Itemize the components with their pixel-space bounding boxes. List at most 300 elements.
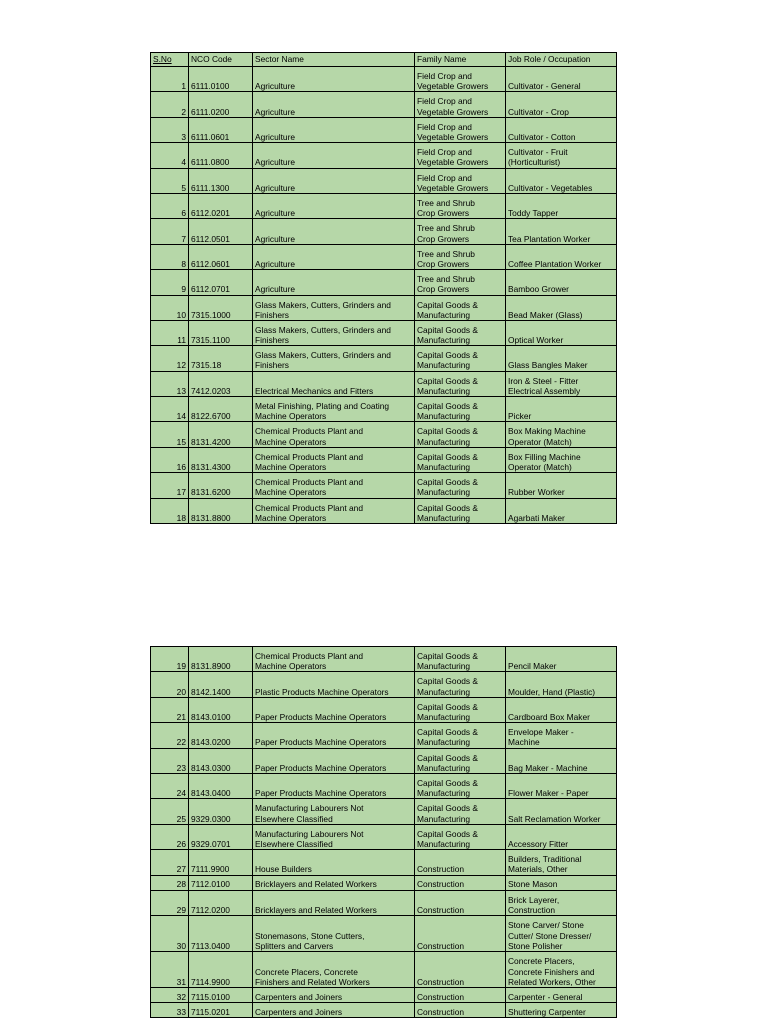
cell-line: Elsewhere Classified bbox=[255, 838, 333, 849]
cell-line: Electrical Mechanics and Fitters bbox=[255, 385, 374, 396]
cell-line: Agriculture bbox=[255, 208, 296, 219]
header-job-role: Job Role / Occupation bbox=[506, 53, 617, 67]
cell-line: Flower Maker - Paper bbox=[508, 788, 589, 799]
sno-cell: 15 bbox=[151, 422, 189, 447]
job-role-cell bbox=[506, 397, 617, 422]
cell-line: Stonemasons, Stone Cutters, bbox=[255, 930, 365, 941]
cell-line: Capital Goods & bbox=[417, 828, 478, 839]
nco-code-cell: 7412.0203 bbox=[189, 371, 253, 396]
job-role-cell bbox=[506, 647, 617, 672]
sector-name-cell bbox=[253, 295, 415, 320]
family-name-cell bbox=[415, 244, 506, 269]
nco-code-cell: 6112.0701 bbox=[189, 270, 253, 295]
sno-cell: 21 bbox=[151, 697, 189, 722]
cell-line: (Horticulturist) bbox=[508, 157, 561, 168]
cell-line: Salt Reclamation Worker bbox=[508, 813, 601, 824]
sector-name-cell bbox=[253, 168, 415, 193]
cell-line: Tree and Shrub bbox=[417, 223, 475, 234]
sector-name-cell bbox=[253, 143, 415, 168]
cell-line: Construction bbox=[417, 976, 465, 987]
sector-name-cell bbox=[253, 92, 415, 117]
family-name-cell bbox=[415, 219, 506, 244]
table-row bbox=[151, 193, 617, 218]
sector-name-cell bbox=[253, 193, 415, 218]
cell-line: Manufacturing bbox=[417, 335, 471, 346]
sno-cell: 14 bbox=[151, 397, 189, 422]
cell-line: Finishers and Related Workers bbox=[255, 976, 370, 987]
table-row bbox=[151, 875, 617, 890]
cell-line: Manufacturing bbox=[417, 813, 471, 824]
family-name-cell bbox=[415, 193, 506, 218]
job-role-cell bbox=[506, 987, 617, 1002]
nco-code-cell: 6112.0501 bbox=[189, 219, 253, 244]
nco-code-cell: 8143.0200 bbox=[189, 723, 253, 748]
cell-line: Machine Operators bbox=[255, 512, 327, 523]
cell-line: Manufacturing bbox=[417, 737, 471, 748]
cell-line: Manufacturing bbox=[417, 462, 471, 473]
cell-line: Vegetable Growers bbox=[417, 157, 489, 168]
cell-line: Capital Goods & bbox=[417, 803, 478, 814]
table-row bbox=[151, 67, 617, 92]
cell-line: Vegetable Growers bbox=[417, 131, 489, 142]
sno-cell: 3 bbox=[151, 117, 189, 142]
cell-line: Construction bbox=[508, 904, 556, 915]
cell-line: Cutter/ Stone Dresser/ bbox=[508, 930, 592, 941]
cell-line: Picker bbox=[508, 411, 532, 422]
cell-line: Builders, Traditional bbox=[508, 854, 582, 865]
job-role-cell bbox=[506, 915, 617, 951]
family-name-cell bbox=[415, 824, 506, 849]
job-role-cell bbox=[506, 92, 617, 117]
cell-line: Carpenters and Joiners bbox=[255, 1006, 343, 1017]
cell-line: Vegetable Growers bbox=[417, 81, 489, 92]
cell-line: Coffee Plantation Worker bbox=[508, 258, 602, 269]
cell-line: Manufacturing bbox=[417, 711, 471, 722]
nco-code-cell: 6112.0601 bbox=[189, 244, 253, 269]
job-role-cell bbox=[506, 371, 617, 396]
nco-code-cell: 8143.0300 bbox=[189, 748, 253, 773]
sno-cell: 26 bbox=[151, 824, 189, 849]
job-role-cell bbox=[506, 168, 617, 193]
cell-line: Manufacturing Labourers Not bbox=[255, 828, 364, 839]
cell-line: Chemical Products Plant and bbox=[255, 477, 363, 488]
cell-line: Capital Goods & bbox=[417, 777, 478, 788]
cell-line: Tree and Shrub bbox=[417, 274, 475, 285]
cell-line: Glass Makers, Cutters, Grinders and bbox=[255, 299, 391, 310]
cell-line: Stone Carver/ Stone bbox=[508, 920, 584, 931]
cell-line: Iron & Steel - Fitter bbox=[508, 375, 579, 386]
cell-line: Crop Growers bbox=[417, 208, 470, 219]
sector-name-cell bbox=[253, 473, 415, 498]
table-row bbox=[151, 672, 617, 697]
nco-code-cell: 9329.0701 bbox=[189, 824, 253, 849]
family-name-cell bbox=[415, 270, 506, 295]
cell-line: Box Making Machine bbox=[508, 426, 586, 437]
job-role-cell bbox=[506, 890, 617, 915]
job-role-cell bbox=[506, 320, 617, 345]
sno-cell: 30 bbox=[151, 915, 189, 951]
cell-line: Machine Operators bbox=[255, 436, 327, 447]
cell-line: Capital Goods & bbox=[417, 477, 478, 488]
nco-code-cell: 7114.9900 bbox=[189, 951, 253, 987]
header-nco-code: NCO Code bbox=[189, 53, 253, 67]
cell-line: Crop Growers bbox=[417, 258, 470, 269]
sno-cell: 27 bbox=[151, 850, 189, 875]
job-role-cell bbox=[506, 773, 617, 798]
cell-line: Agriculture bbox=[255, 106, 296, 117]
table-row bbox=[151, 647, 617, 672]
nco-code-cell: 6111.0100 bbox=[189, 67, 253, 92]
family-name-cell bbox=[415, 473, 506, 498]
table-row bbox=[151, 244, 617, 269]
sno-cell: 25 bbox=[151, 799, 189, 824]
family-name-cell bbox=[415, 143, 506, 168]
cell-line: Vegetable Growers bbox=[417, 182, 489, 193]
nco-code-cell: 9329.0300 bbox=[189, 799, 253, 824]
sno-cell: 4 bbox=[151, 143, 189, 168]
sector-name-cell bbox=[253, 672, 415, 697]
family-name-cell bbox=[415, 850, 506, 875]
sector-name-cell bbox=[253, 915, 415, 951]
table-row bbox=[151, 697, 617, 722]
table-row bbox=[151, 320, 617, 345]
sector-name-cell bbox=[253, 723, 415, 748]
sno-cell: 33 bbox=[151, 1002, 189, 1017]
cell-line: Capital Goods & bbox=[417, 299, 478, 310]
nco-code-cell: 6111.0200 bbox=[189, 92, 253, 117]
cell-line: Chemical Products Plant and bbox=[255, 502, 363, 513]
table-row bbox=[151, 773, 617, 798]
table-row bbox=[151, 748, 617, 773]
cell-line: Manufacturing bbox=[417, 686, 471, 697]
cell-line: Manufacturing bbox=[417, 512, 471, 523]
cell-line: Cultivator - Crop bbox=[508, 106, 569, 117]
sector-name-cell bbox=[253, 270, 415, 295]
sector-name-cell bbox=[253, 346, 415, 371]
cell-line: Agriculture bbox=[255, 182, 296, 193]
cell-line: Manufacturing Labourers Not bbox=[255, 803, 364, 814]
cell-line: Manufacturing bbox=[417, 838, 471, 849]
sno-cell: 23 bbox=[151, 748, 189, 773]
job-role-cell bbox=[506, 875, 617, 890]
family-name-cell bbox=[415, 915, 506, 951]
sector-name-cell bbox=[253, 799, 415, 824]
sno-cell: 17 bbox=[151, 473, 189, 498]
table-row bbox=[151, 92, 617, 117]
cell-line: Machine Operators bbox=[255, 661, 327, 672]
table-row bbox=[151, 143, 617, 168]
cell-line: Moulder, Hand (Plastic) bbox=[508, 686, 596, 697]
nco-code-cell: 8131.4300 bbox=[189, 447, 253, 472]
cell-line: Stone Polisher bbox=[508, 940, 563, 951]
table-row bbox=[151, 799, 617, 824]
job-role-cell bbox=[506, 824, 617, 849]
sno-cell: 18 bbox=[151, 498, 189, 523]
cell-line: Agriculture bbox=[255, 81, 296, 92]
job-role-cell bbox=[506, 1002, 617, 1017]
header-sno: S.No bbox=[151, 53, 189, 67]
sno-cell: 19 bbox=[151, 647, 189, 672]
cell-line: Concrete Placers, Concrete bbox=[255, 966, 358, 977]
cell-line: Capital Goods & bbox=[417, 650, 478, 661]
nco-code-cell: 7315.18 bbox=[189, 346, 253, 371]
sno-cell: 7 bbox=[151, 219, 189, 244]
nco-code-cell: 7315.1000 bbox=[189, 295, 253, 320]
table-row bbox=[151, 473, 617, 498]
sector-name-cell bbox=[253, 397, 415, 422]
job-role-cell bbox=[506, 473, 617, 498]
cell-line: Cardboard Box Maker bbox=[508, 711, 590, 722]
table-row bbox=[151, 397, 617, 422]
cell-line: Capital Goods & bbox=[417, 752, 478, 763]
cell-line: Construction bbox=[417, 991, 465, 1002]
cell-line: Tea Plantation Worker bbox=[508, 233, 591, 244]
family-name-cell bbox=[415, 647, 506, 672]
cell-line: Manufacturing bbox=[417, 788, 471, 799]
table-row bbox=[151, 915, 617, 951]
cell-line: Glass Makers, Cutters, Grinders and bbox=[255, 350, 391, 361]
cell-line: Concrete Finishers and bbox=[508, 966, 595, 977]
nco-code-cell: 7115.0201 bbox=[189, 1002, 253, 1017]
cell-line: Chemical Products Plant and bbox=[255, 426, 363, 437]
nco-code-cell: 6111.0800 bbox=[189, 143, 253, 168]
cell-line: Capital Goods & bbox=[417, 502, 478, 513]
cell-line: Manufacturing bbox=[417, 309, 471, 320]
cell-line: Electrical Assembly bbox=[508, 385, 581, 396]
nco-code-cell: 7111.9900 bbox=[189, 850, 253, 875]
cell-line: Machine bbox=[508, 737, 540, 748]
job-role-cell bbox=[506, 672, 617, 697]
family-name-cell bbox=[415, 320, 506, 345]
cell-line: Glass Bangles Maker bbox=[508, 360, 588, 371]
family-name-cell bbox=[415, 1002, 506, 1017]
cell-line: Agriculture bbox=[255, 258, 296, 269]
sno-cell: 20 bbox=[151, 672, 189, 697]
sector-name-cell bbox=[253, 422, 415, 447]
cell-line: Paper Products Machine Operators bbox=[255, 762, 387, 773]
cell-line: Construction bbox=[417, 879, 465, 890]
family-name-cell bbox=[415, 92, 506, 117]
cell-line: Capital Goods & bbox=[417, 727, 478, 738]
job-role-cell bbox=[506, 422, 617, 447]
cell-line: Tree and Shrub bbox=[417, 197, 475, 208]
cell-line: Brick Layerer, bbox=[508, 894, 560, 905]
cell-line: Field Crop and bbox=[417, 70, 472, 81]
cell-line: Agriculture bbox=[255, 157, 296, 168]
cell-line: House Builders bbox=[255, 864, 312, 875]
nco-code-cell: 7112.0100 bbox=[189, 875, 253, 890]
table-row bbox=[151, 951, 617, 987]
table-row bbox=[151, 422, 617, 447]
table-row bbox=[151, 723, 617, 748]
sno-cell: 8 bbox=[151, 244, 189, 269]
cell-line: Agriculture bbox=[255, 233, 296, 244]
cell-line: Construction bbox=[417, 904, 465, 915]
header-row bbox=[151, 53, 617, 67]
job-role-cell bbox=[506, 723, 617, 748]
cell-line: Toddy Tapper bbox=[508, 208, 559, 219]
sno-cell: 2 bbox=[151, 92, 189, 117]
cell-line: Manufacturing bbox=[417, 487, 471, 498]
cell-line: Finishers bbox=[255, 360, 289, 371]
nco-code-cell: 6111.1300 bbox=[189, 168, 253, 193]
cell-line: Manufacturing bbox=[417, 385, 471, 396]
cell-line: Construction bbox=[417, 1006, 465, 1017]
job-role-cell bbox=[506, 697, 617, 722]
table-row bbox=[151, 498, 617, 523]
job-role-cell bbox=[506, 270, 617, 295]
job-role-cell bbox=[506, 67, 617, 92]
family-name-cell bbox=[415, 987, 506, 1002]
family-name-cell bbox=[415, 295, 506, 320]
family-name-cell bbox=[415, 799, 506, 824]
sector-name-cell bbox=[253, 850, 415, 875]
header-family-name: Family Name bbox=[415, 53, 506, 67]
cell-line: Capital Goods & bbox=[417, 350, 478, 361]
sector-name-cell bbox=[253, 67, 415, 92]
sector-name-cell bbox=[253, 951, 415, 987]
cell-line: Bricklayers and Related Workers bbox=[255, 904, 377, 915]
cell-line: Field Crop and bbox=[417, 147, 472, 158]
cell-line: Glass Makers, Cutters, Grinders and bbox=[255, 324, 391, 335]
job-role-cell bbox=[506, 748, 617, 773]
cell-line: Capital Goods & bbox=[417, 426, 478, 437]
cell-line: Paper Products Machine Operators bbox=[255, 788, 387, 799]
sno-cell: 1 bbox=[151, 67, 189, 92]
sno-cell: 6 bbox=[151, 193, 189, 218]
job-role-cell bbox=[506, 193, 617, 218]
cell-line: Bag Maker - Machine bbox=[508, 762, 588, 773]
sector-name-cell bbox=[253, 447, 415, 472]
nco-code-cell: 7315.1100 bbox=[189, 320, 253, 345]
sector-name-cell bbox=[253, 1002, 415, 1017]
sector-name-cell bbox=[253, 773, 415, 798]
nco-code-cell: 8143.0400 bbox=[189, 773, 253, 798]
cell-line: Field Crop and bbox=[417, 172, 472, 183]
cell-line: Agriculture bbox=[255, 284, 296, 295]
job-role-cell bbox=[506, 850, 617, 875]
cell-line: Capital Goods & bbox=[417, 701, 478, 712]
table-row bbox=[151, 447, 617, 472]
nco-code-cell: 7113.0400 bbox=[189, 915, 253, 951]
job-role-cell bbox=[506, 117, 617, 142]
table-row bbox=[151, 1002, 617, 1017]
nco-code-cell: 7115.0100 bbox=[189, 987, 253, 1002]
cell-line: Manufacturing bbox=[417, 762, 471, 773]
nco-code-cell: 6112.0201 bbox=[189, 193, 253, 218]
family-name-cell bbox=[415, 117, 506, 142]
cell-line: Agriculture bbox=[255, 131, 296, 142]
cell-line: Operator (Match) bbox=[508, 436, 572, 447]
family-name-cell bbox=[415, 672, 506, 697]
cell-line: Envelope Maker - bbox=[508, 727, 574, 738]
family-name-cell bbox=[415, 890, 506, 915]
family-name-cell bbox=[415, 875, 506, 890]
cell-line: Bricklayers and Related Workers bbox=[255, 879, 377, 890]
sno-cell: 28 bbox=[151, 875, 189, 890]
cell-line: Chemical Products Plant and bbox=[255, 650, 363, 661]
cell-line: Rubber Worker bbox=[508, 487, 565, 498]
nco-code-cell: 7112.0200 bbox=[189, 890, 253, 915]
family-name-cell bbox=[415, 422, 506, 447]
table-row bbox=[151, 346, 617, 371]
job-role-cell bbox=[506, 295, 617, 320]
cell-line: Vegetable Growers bbox=[417, 106, 489, 117]
family-name-cell bbox=[415, 951, 506, 987]
family-name-cell bbox=[415, 498, 506, 523]
cell-line: Metal Finishing, Plating and Coating bbox=[255, 401, 390, 412]
cell-line: Plastic Products Machine Operators bbox=[255, 686, 389, 697]
cell-line: Materials, Other bbox=[508, 864, 568, 875]
nco-code-cell: 8131.6200 bbox=[189, 473, 253, 498]
sno-cell: 9 bbox=[151, 270, 189, 295]
cell-line: Crop Growers bbox=[417, 233, 470, 244]
table-row bbox=[151, 168, 617, 193]
sno-cell: 11 bbox=[151, 320, 189, 345]
cell-line: Carpenters and Joiners bbox=[255, 991, 343, 1002]
table-row bbox=[151, 295, 617, 320]
cell-line: Construction bbox=[417, 940, 465, 951]
cell-line: Accessory Fitter bbox=[508, 838, 569, 849]
cell-line: Capital Goods & bbox=[417, 375, 478, 386]
nco-code-cell: 6111.0601 bbox=[189, 117, 253, 142]
sno-cell: 22 bbox=[151, 723, 189, 748]
cell-line: Carpenter - General bbox=[508, 991, 583, 1002]
cell-line: Construction bbox=[417, 864, 465, 875]
occupation-table-page-1 bbox=[150, 52, 617, 524]
cell-line: Chemical Products Plant and bbox=[255, 451, 363, 462]
sno-cell: 29 bbox=[151, 890, 189, 915]
table-row bbox=[151, 371, 617, 396]
family-name-cell bbox=[415, 773, 506, 798]
table-row bbox=[151, 117, 617, 142]
cell-line: Machine Operators bbox=[255, 411, 327, 422]
cell-line: Capital Goods & bbox=[417, 401, 478, 412]
cell-line: Machine Operators bbox=[255, 462, 327, 473]
cell-line: Related Workers, Other bbox=[508, 976, 596, 987]
sector-name-cell bbox=[253, 890, 415, 915]
job-role-cell bbox=[506, 244, 617, 269]
cell-line: Field Crop and bbox=[417, 96, 472, 107]
job-role-cell bbox=[506, 447, 617, 472]
sector-name-cell bbox=[253, 320, 415, 345]
sno-cell: 32 bbox=[151, 987, 189, 1002]
cell-line: Machine Operators bbox=[255, 487, 327, 498]
family-name-cell bbox=[415, 697, 506, 722]
cell-line: Field Crop and bbox=[417, 121, 472, 132]
sector-name-cell bbox=[253, 875, 415, 890]
sno-cell: 31 bbox=[151, 951, 189, 987]
sector-name-cell bbox=[253, 647, 415, 672]
cell-line: Paper Products Machine Operators bbox=[255, 737, 387, 748]
cell-line: Bamboo Grower bbox=[508, 284, 569, 295]
family-name-cell bbox=[415, 397, 506, 422]
sno-cell: 10 bbox=[151, 295, 189, 320]
sector-name-cell bbox=[253, 117, 415, 142]
nco-code-cell: 8131.8900 bbox=[189, 647, 253, 672]
sno-cell: 24 bbox=[151, 773, 189, 798]
table-row bbox=[151, 987, 617, 1002]
sector-name-cell bbox=[253, 748, 415, 773]
job-role-cell bbox=[506, 951, 617, 987]
cell-line: Concrete Placers, bbox=[508, 956, 575, 967]
cell-line: Capital Goods & bbox=[417, 676, 478, 687]
family-name-cell bbox=[415, 168, 506, 193]
cell-line: Cultivator - General bbox=[508, 81, 581, 92]
sno-cell: 13 bbox=[151, 371, 189, 396]
cell-line: Manufacturing bbox=[417, 661, 471, 672]
cell-line: Cultivator - Cotton bbox=[508, 131, 576, 142]
